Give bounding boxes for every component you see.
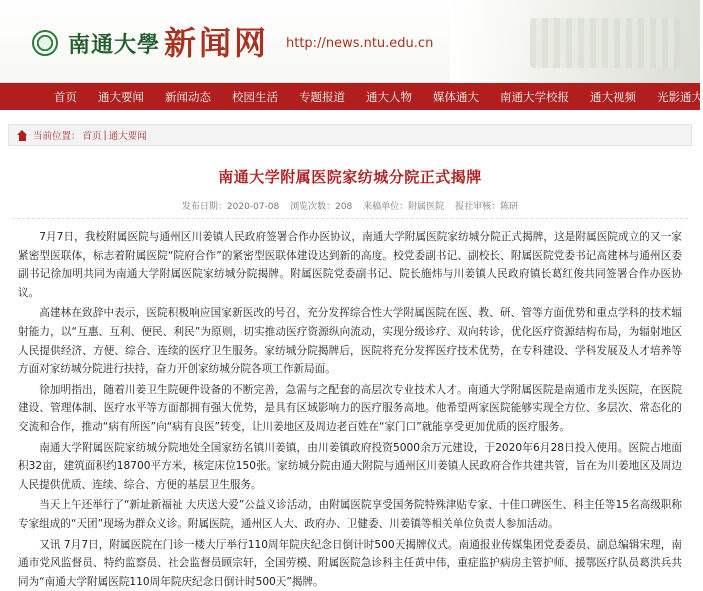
article-paragraph: 南通大学附属医院家纺城分院地处全国家纺名镇川姜镇，由川姜镇政府投资5000余万元建设，于2020年6月28日投入使用。医院占地面积32亩，建筑面积约18700平方米，核定床位150张。家纺城分院由通大附院与通州区川姜镇人民政府合作共建共管，旨在为川姜地区及周边人民提供优质、连续、综合、方便的基层卫生服务。 [18, 439, 682, 495]
nav-item-news-headlines[interactable]: 通大要闻 [98, 89, 144, 105]
article-meta [12, 199, 688, 219]
breadcrumb-section-link[interactable]: 通大要闻 [109, 128, 147, 142]
site-name[interactable]: 新闻网 [164, 18, 269, 64]
nav-item-campus-life[interactable]: 校园生活 [232, 89, 278, 105]
site-header [0, 0, 700, 83]
university-name[interactable]: 南通大學 [68, 28, 160, 59]
nav-item-people[interactable]: 通大人物 [366, 89, 412, 105]
nav-item-newspaper[interactable]: 南通大学校报 [500, 89, 569, 105]
nav-item-media[interactable]: 媒体通大 [433, 89, 479, 105]
article-paragraph: 7月7日，我校附属医院与通州区川姜镇人民政府签署合作办医协议，南通大学附属医院家纺城分院正式揭牌，这是附属医院成立的又一家紧密型医联体，标志着附属医院“院府合作”的紧密型医联体建设达到新的高度。校党委副书记、副校长、附属医院党委书记高建林与通州区委副书记徐加明共同为南通大学附属医院家纺城分院揭牌。附属医院党委副书记、院长施炜与川姜镇人民政府镇长葛红俊共同签署合作办医协议。 [18, 228, 682, 302]
nav-item-home[interactable]: 首页 [54, 89, 77, 105]
article-paragraph: 徐加明指出，随着川姜卫生院硬件设备的不断完善，急需与之配套的高层次专业技术人才。南通大学附属医院是南通市龙头医院，在医院建设、管理体制、医疗水平等方面都拥有强大优势，是具有区域影响力的医疗服务高地。他希望两家医院能够实现全方位、多层次、常态化的交流和合作，推动“病有所医”向“病有良医”转变，让川姜地区及周边老百姓在“家门口”就能享受更加优质的医疗服务。 [18, 381, 682, 437]
nav-item-photo[interactable]: 光影通大 [657, 89, 703, 105]
nav-item-news-updates[interactable]: 新闻动态 [165, 89, 211, 105]
breadcrumb-home-link[interactable]: 首页 [83, 128, 102, 142]
main-nav [0, 83, 700, 110]
source-unit: 来稿单位：附属医院 [363, 202, 444, 212]
reviewer: 报社审核：陈研 [455, 202, 518, 212]
view-count: 浏览次数：208 [290, 202, 352, 212]
nav-item-special-reports[interactable]: 专题报道 [299, 89, 345, 105]
breadcrumb-separator: | [104, 130, 107, 141]
site-url: http://news.ntu.edu.cn [286, 36, 433, 51]
article-paragraph: 当天上午还举行了“新址新福祉 大庆送大爱”公益义诊活动，由附属医院享受国务院特殊津贴专家、十佳口碑医生、科主任等15名高级职称专家组成的“天团”现场为群众义诊。附属医院，通州区人大、政府办、卫健委、川姜镇等相关单位负责人参加活动。 [18, 496, 682, 533]
breadcrumb-label: 当前位置： [33, 128, 81, 142]
publish-date: 发布日期：2020-07-08 [182, 202, 279, 212]
nav-item-video[interactable]: 通大视频 [590, 89, 636, 105]
article-paragraph: 高建林在致辞中表示，医院积极响应国家新医改的号召，充分发挥综合性大学附属医院在医、教、研、管等方面优势和重点学科的技术辐射能力，以“互惠、互利、便民、利民”为原则，切实推动医疗资源纵向流动，实现分级诊疗、双向转诊，优化医疗资源结构布局，为辐射地区人民提供经济、方便、综合、连续的医疗卫生服务。家纺城分院揭牌后，医院将充分发挥医疗技术优势，在专科建设、学科发展及人才培养等方面对家纺城分院进行扶持，奋力开创家纺城分院各项工作新局面。 [18, 304, 682, 378]
university-logo-icon[interactable] [32, 30, 58, 56]
article-body [0, 219, 700, 591]
home-icon [17, 130, 28, 141]
header-banner-image [450, 0, 700, 83]
article-paragraph: 又讯 7月7日，附属医院在门诊一楼大厅举行110周年院庆纪念日倒计时500天揭牌仪式。南通报业传媒集团党委委员、副总编辑宋理，南通市党风监督员、特约监察员、社会监督员顾宗轩，全国劳模、附属医院急诊科主任黄中伟，重症监护病房主管护师、援鄂医疗队员葛洪兵共同为“南通大学附属医院110周年院庆纪念日倒计时500天”揭牌。 [18, 536, 682, 591]
article-title: 南通大学附属医院家纺城分院正式揭牌 [0, 166, 700, 187]
breadcrumb [8, 124, 692, 146]
